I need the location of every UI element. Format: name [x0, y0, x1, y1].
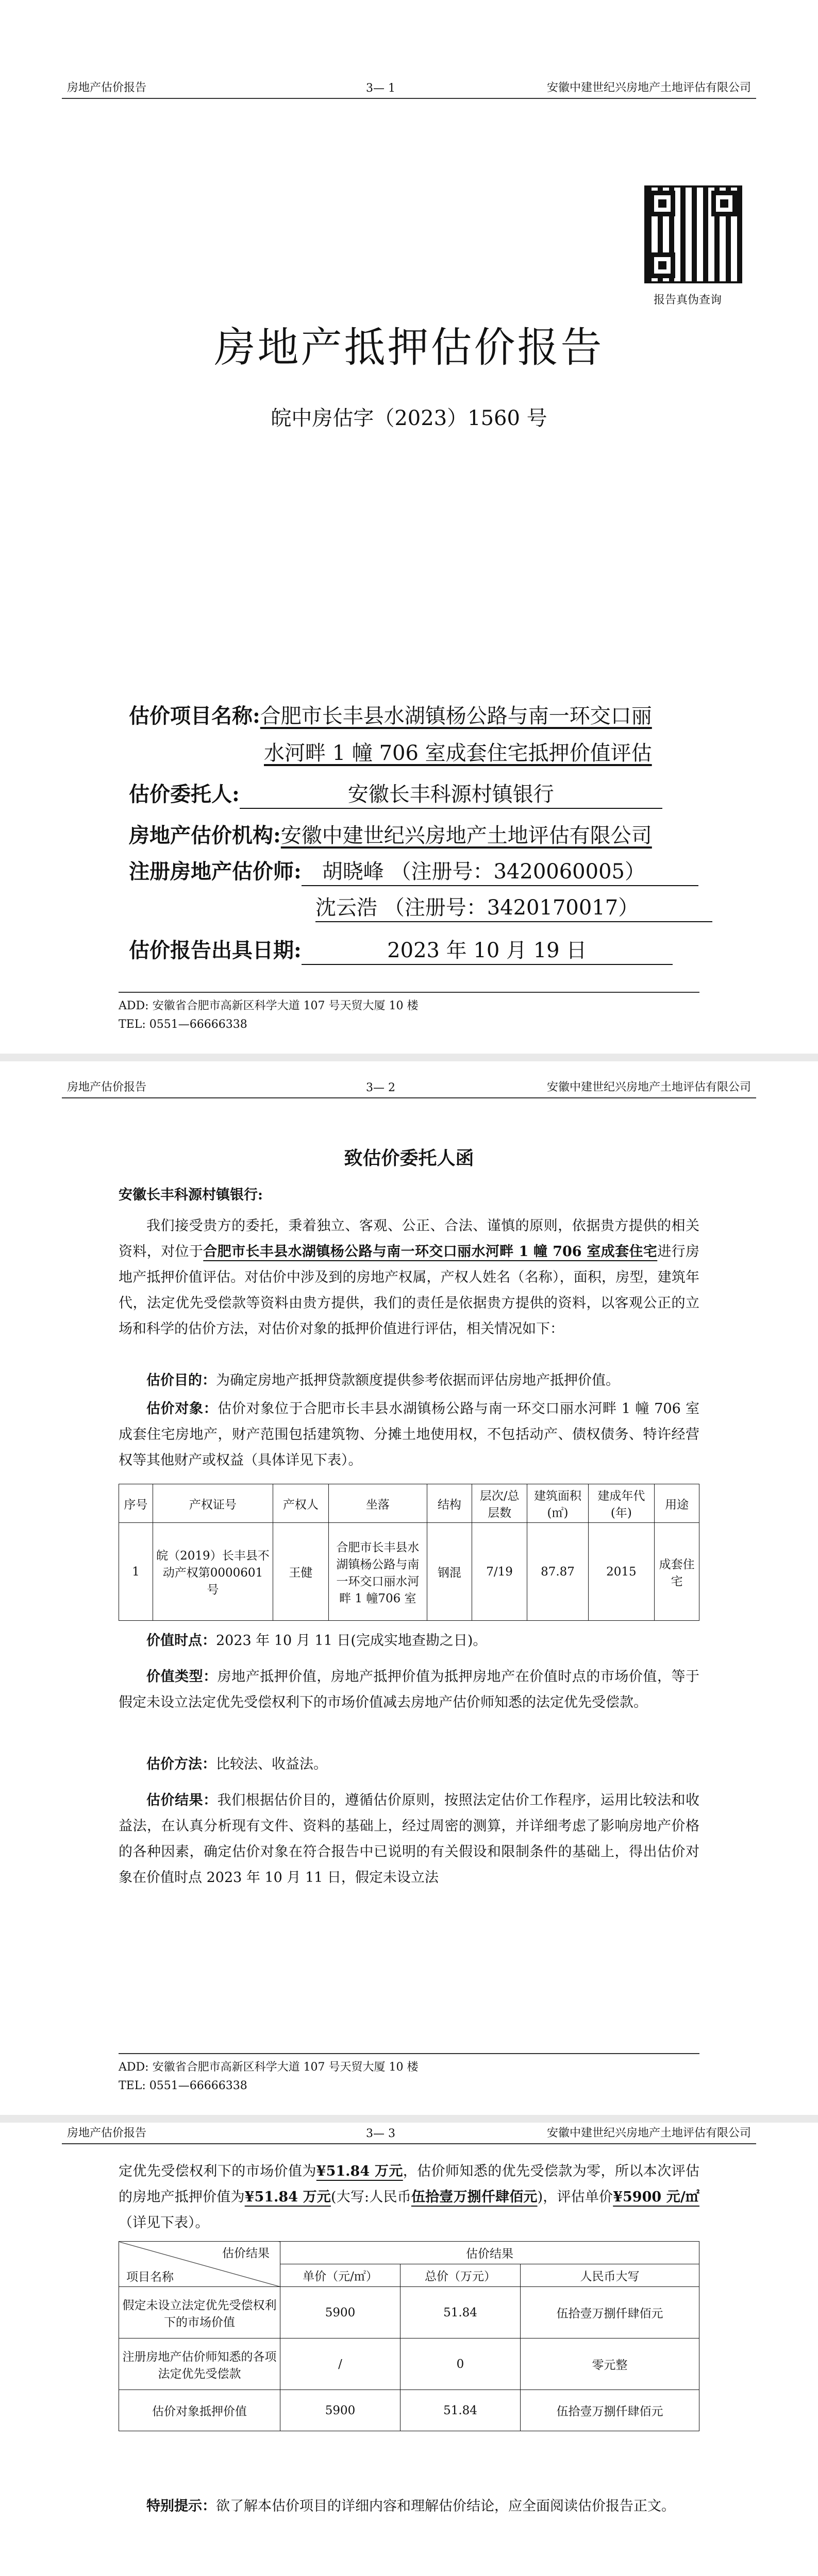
client-label: 估价委托人: — [129, 782, 240, 806]
col-chinese-amount: 人民币大写 — [521, 2264, 699, 2287]
time-paragraph: 价值时点：2023 年 10 月 11 日(完成实地查勘之日)。 — [146, 1633, 487, 1649]
header-right: 安徽中建世纪兴房地产土地评估有限公司 — [546, 1081, 751, 1094]
client-row — [129, 779, 662, 810]
header-left: 房地产估价报告 — [67, 2127, 147, 2140]
col-cert: 产权证号 — [153, 1484, 273, 1523]
header-right: 安徽中建世纪兴房地产土地评估有限公司 — [546, 81, 751, 94]
report-title: 房地产抵押估价报告 — [214, 324, 604, 371]
col-unit-price: 单价（元/㎡） — [280, 2264, 400, 2287]
footer-tel: TEL: 0551—66666338 — [119, 2079, 247, 2092]
letter-title: 致估价委托人函 — [344, 1147, 474, 1169]
col-no: 序号 — [119, 1484, 153, 1523]
appraiser-row-2 — [315, 892, 712, 923]
footer-address: ADD: 安徽省合肥市高新区科学大道 107 号天贸大厦 10 楼 — [119, 2061, 419, 2074]
col-location: 坐落 — [328, 1484, 427, 1523]
col-use: 用途 — [655, 1484, 699, 1523]
intro-paragraph: 我们接受贵方的委托，秉着独立、客观、公正、合法、谨慎的原则，依据贵方提供的相关资料，对位于合肥市长丰县水湖镇杨公路与南一环交口丽水河畔 1 幢 706 室成套住宅进行房地产抵押价值评估。对估价中涉及到的房地产权属，产权人姓名（名称），面积，房型，建筑年代，法定优先受偿款等资料由贵方提供，我们的责任是依据贵方提供的资料，以客观公正的立场和科学的估价方法，对估价对象的抵押价值进行评估，相关情况如下： — [119, 1218, 700, 1337]
col-total-price: 总价（万元） — [400, 2264, 521, 2287]
header-page-number: 3— 2 — [366, 1081, 395, 1094]
header-page-number: 3— 3 — [366, 2127, 395, 2140]
valuation-table — [119, 2241, 699, 2431]
footer-address: ADD: 安徽省合肥市高新区科学大道 107 号天贸大厦 10 楼 — [119, 999, 419, 1012]
date-label: 估价报告出具日期: — [129, 938, 302, 962]
project-row-2 — [264, 738, 652, 769]
qr-code[interactable] — [644, 185, 742, 283]
type-paragraph: 价值类型：房地产抵押价值，房地产抵押价值为抵押房地产在价值时点的市场价值，等于假定未设立法定优先受偿权利下的市场价值减去房地产估价师知悉的法定优先受偿款。 — [119, 1669, 700, 1710]
purpose-paragraph: 估价目的：为确定房地产抵押贷款额度提供参考依据而评估房地产抵押价值。 — [146, 1372, 620, 1388]
page-header — [62, 77, 756, 99]
table-row: 假定未设立法定优先受偿权利下的市场价值 5900 51.84 伍拾壹万捌仟肆佰元 — [119, 2287, 699, 2338]
salutation: 安徽长丰科源村镇银行: — [119, 1187, 263, 1203]
col-year: 建成年代(年) — [588, 1484, 655, 1523]
table-row: 估价对象抵押价值 5900 51.84 伍拾壹万捌仟肆佰元 — [119, 2390, 699, 2431]
tip-paragraph: 特别提示：欲了解本估价项目的详细内容和理解估价结论，应全面阅读估价报告正文。 — [146, 2498, 675, 2514]
table-corner: 估价结果 项目名称 — [119, 2242, 280, 2287]
appraiser-1: 胡晓峰 （注册号：3420060005） — [302, 858, 698, 886]
page-header — [62, 2123, 756, 2144]
cover-page — [0, 0, 818, 1054]
col-area: 建筑面积(㎡) — [527, 1484, 588, 1523]
date-row — [129, 935, 673, 966]
property-table — [119, 1484, 699, 1621]
result-continued: 定优先受偿权利下的市场价值为¥51.84 万元，估价师知悉的优先受偿款为零，所以本次评估的房地产抵押价值为¥51.84 万元(大写:人民币伍拾壹万捌仟肆佰元)，评估单价¥5900 元/㎡（详见下表）。 — [119, 2163, 700, 2231]
project-label: 估价项目名称: — [129, 704, 260, 728]
issue-date: 2023 年 10 月 19 日 — [302, 937, 673, 965]
org-row — [129, 820, 652, 851]
result-group-header: 估价结果 — [280, 2242, 699, 2264]
letter-page — [0, 1061, 818, 2115]
appraiser-row — [129, 856, 698, 887]
object-paragraph: 估价对象：估价对象位于合肥市长丰县水湖镇杨公路与南一环交口丽水河畔 1 幢 706 室成套住宅房地产，财产范围包括建筑物、分摊土地使用权，不包括动产、债权债务、特许经营权等其他财产或权益（具体详见下表）。 — [119, 1401, 700, 1468]
appraiser-2: 沈云浩 （注册号：3420170017） — [315, 894, 712, 922]
org-value: 安徽中建世纪兴房地产土地评估有限公司 — [280, 824, 652, 848]
header-page-number: 3— 1 — [366, 82, 395, 95]
qr-caption: 报告真伪查询 — [654, 294, 722, 307]
result-page — [0, 2123, 818, 2576]
method-paragraph: 估价方法：比较法、收益法。 — [146, 1756, 327, 1772]
page-footer — [119, 992, 699, 1034]
header-left: 房地产估价报告 — [67, 1081, 147, 1094]
project-line2: 水河畔 1 幢 706 室成套住宅抵押价值评估 — [264, 741, 652, 765]
header-right: 安徽中建世纪兴房地产土地评估有限公司 — [546, 2127, 751, 2140]
page-header — [62, 1077, 756, 1098]
footer-tel: TEL: 0551—66666338 — [119, 1018, 247, 1031]
project-row — [129, 701, 652, 732]
client-value: 安徽长丰科源村镇银行 — [240, 781, 662, 809]
appraiser-label: 注册房地产估价师: — [129, 859, 302, 884]
org-label: 房地产估价机构: — [129, 823, 281, 848]
project-line1: 合肥市长丰县水湖镇杨公路与南一环交口丽 — [260, 704, 652, 728]
col-owner: 产权人 — [273, 1484, 329, 1523]
result-paragraph: 估价结果：我们根据估价目的，遵循估价原则，按照法定估价工作程序，运用比较法和收益法，在认真分析现有文件、资料的基础上，经过周密的测算，并详细考虑了影响房地产价格的各种因素，确定估价对象在符合报告中已说明的有关假设和限制条件的基础上，得出估价对象在价值时点 2023 年 10 月 11 日，假定未设立法 — [119, 1792, 700, 1886]
page-footer — [119, 2053, 699, 2095]
col-floor: 层次/总层数 — [472, 1484, 527, 1523]
report-number: 皖中房估字（2023）1560 号 — [271, 406, 547, 430]
table-row: 注册房地产估价师知悉的各项法定优先受偿款 / 0 零元整 — [119, 2338, 699, 2390]
header-left: 房地产估价报告 — [67, 81, 147, 94]
table-row: 1 皖（2019）长丰县不动产权第0000601 号 王健 合肥市长丰县水湖镇杨公路与南一环交口丽水河畔 1 幢706 室 钢混 7/19 87.87 2015 成套住宅 — [119, 1523, 699, 1621]
col-structure: 结构 — [427, 1484, 472, 1523]
